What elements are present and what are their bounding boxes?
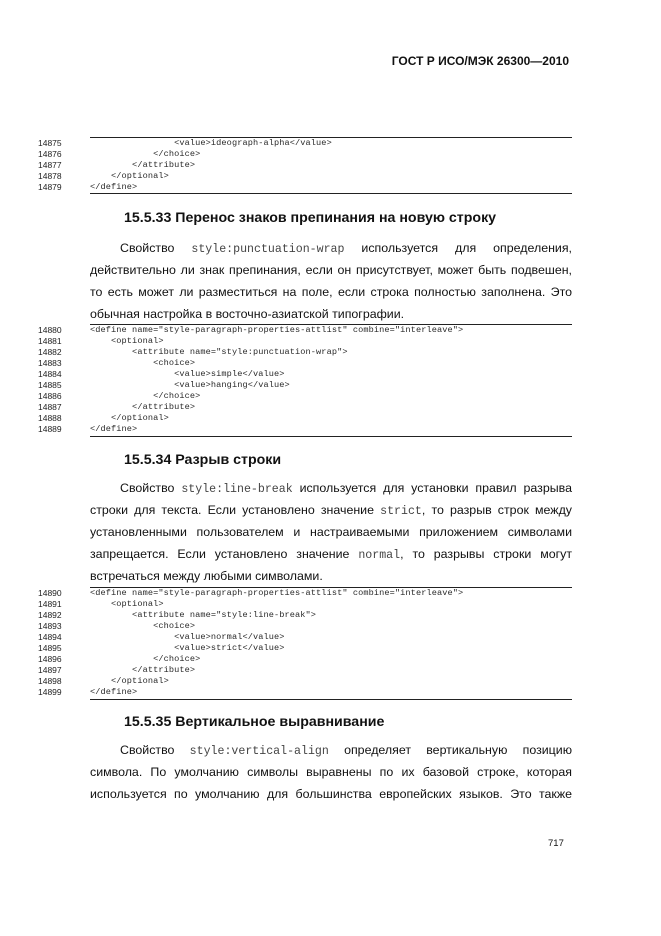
- code-text: <optional>: [90, 599, 164, 609]
- text-run: Свойство: [120, 481, 175, 495]
- text-run: Свойство: [120, 743, 175, 757]
- inline-code: strict: [380, 505, 422, 518]
- text-line: установленными пользователем и настраиваемыми приложением символами: [90, 525, 572, 539]
- code-line: [38, 654, 572, 665]
- code-line: [38, 621, 572, 632]
- line-number: 14881: [38, 336, 62, 346]
- text-run: , то разрывы строки могут: [400, 547, 572, 561]
- code-text: </optional>: [90, 676, 169, 686]
- code-text: </choice>: [90, 149, 201, 159]
- code-text: <value>normal</value>: [90, 632, 285, 642]
- line-number: 14898: [38, 676, 62, 686]
- line-number: 14885: [38, 380, 62, 390]
- text-run: определяет вертикальную позицию: [344, 743, 572, 757]
- line-number: 14877: [38, 160, 62, 170]
- line-number: 14887: [38, 402, 62, 412]
- code-text: </attribute>: [90, 665, 196, 675]
- code-text: <attribute name="style:line-break">: [90, 610, 317, 620]
- code-line: [38, 665, 572, 676]
- code-line: [38, 402, 572, 413]
- code-line: [38, 643, 572, 654]
- text-run: Свойство: [120, 241, 175, 255]
- code-line: [38, 599, 572, 610]
- text-line: действительно ли знак препинания, если он присутствует, может быть подвешен,: [90, 263, 572, 277]
- line-number: 14880: [38, 325, 62, 335]
- code-text: </attribute>: [90, 402, 196, 412]
- line-number: 14878: [38, 171, 62, 181]
- text-line: [90, 544, 572, 564]
- code-line: [38, 676, 572, 687]
- code-line: [38, 347, 572, 358]
- code-line: [38, 138, 572, 149]
- line-number: 14892: [38, 610, 62, 620]
- inline-code: style:line-break: [181, 483, 293, 496]
- line-number: 14891: [38, 599, 62, 609]
- line-number: 14897: [38, 665, 62, 675]
- code-line: [38, 358, 572, 369]
- text-line: то есть может ли разместиться на поле, если строка полностью заполнена. Это: [90, 285, 572, 299]
- inline-code: normal: [358, 549, 401, 562]
- line-number: 14899: [38, 687, 62, 697]
- line-number: 14882: [38, 347, 62, 357]
- section-heading-15-5-35: 15.5.35 Вертикальное выравнивание: [124, 714, 385, 730]
- code-text: <value>hanging</value>: [90, 380, 290, 390]
- code-text: </define>: [90, 424, 138, 434]
- code-block-bottom-rule: [90, 436, 572, 437]
- code-line: [38, 171, 572, 182]
- text-run: используется для установки правил разрыва: [299, 481, 572, 495]
- code-line: [38, 391, 572, 402]
- code-line: [38, 160, 572, 171]
- code-text: </choice>: [90, 654, 201, 664]
- code-line: [38, 610, 572, 621]
- section-heading-15-5-33: 15.5.33 Перенос знаков препинания на новую строку: [124, 210, 497, 226]
- code-text: <choice>: [90, 621, 196, 631]
- code-text: </optional>: [90, 171, 169, 181]
- text-line: [120, 238, 572, 258]
- inline-code: style:punctuation-wrap: [191, 243, 345, 256]
- code-text: <choice>: [90, 358, 196, 368]
- code-text: <value>simple</value>: [90, 369, 285, 379]
- code-text: <value>ideograph-alpha</value>: [90, 138, 332, 148]
- code-line: [38, 687, 572, 698]
- line-number: 14876: [38, 149, 62, 159]
- text-run: используется для определения,: [361, 241, 573, 255]
- text-run: , то разрыв строк между: [421, 503, 572, 517]
- code-block-bottom-rule: [90, 193, 572, 194]
- code-line: [38, 380, 572, 391]
- text-run: запрещается. Если установлено значение: [90, 547, 350, 561]
- line-number: 14883: [38, 358, 62, 368]
- line-number: 14893: [38, 621, 62, 631]
- text-line: обычная настройка в восточно-азиатской типографии.: [90, 307, 405, 321]
- code-block-1: [38, 137, 572, 193]
- page-number: 717: [548, 838, 564, 849]
- text-line: [90, 500, 572, 520]
- code-text: </attribute>: [90, 160, 196, 170]
- text-run: строки для текста. Если установлено значение: [90, 503, 374, 517]
- line-number: 14894: [38, 632, 62, 642]
- code-line: [38, 149, 572, 160]
- code-text: <value>strict</value>: [90, 643, 285, 653]
- line-number: 14886: [38, 391, 62, 401]
- line-number: 14888: [38, 413, 62, 423]
- running-header: ГОСТ Р ИСО/МЭК 26300—2010: [391, 54, 569, 68]
- code-text: <define name="style-paragraph-properties-attlist" combine="interleave">: [90, 325, 464, 335]
- code-text: <attribute name="style:punctuation-wrap">: [90, 347, 348, 357]
- code-text: <define name="style-paragraph-properties-attlist" combine="interleave">: [90, 588, 464, 598]
- line-number: 14884: [38, 369, 62, 379]
- text-line: [120, 478, 572, 498]
- inline-code: style:vertical-align: [189, 745, 329, 758]
- code-text: </define>: [90, 687, 138, 697]
- code-text: <optional>: [90, 336, 164, 346]
- text-line: используется по умолчанию для большинства европейских языков. Это также: [90, 787, 572, 801]
- code-line: [38, 369, 572, 380]
- code-text: </choice>: [90, 391, 201, 401]
- text-line: [120, 740, 572, 760]
- text-line: символа. По умолчанию символы выравнены по их базовой строке, которая: [90, 765, 572, 779]
- code-line: [38, 182, 572, 193]
- code-line: [38, 325, 572, 336]
- code-text: </optional>: [90, 413, 169, 423]
- code-line: [38, 336, 572, 347]
- line-number: 14890: [38, 588, 62, 598]
- line-number: 14895: [38, 643, 62, 653]
- code-block-2: [38, 324, 572, 436]
- code-text: </define>: [90, 182, 138, 192]
- line-number: 14889: [38, 424, 62, 434]
- code-block-bottom-rule: [90, 699, 572, 700]
- code-line: [38, 632, 572, 643]
- text-line: встречаться между любыми символами.: [90, 569, 323, 583]
- line-number: 14875: [38, 138, 62, 148]
- code-block-3: [38, 587, 572, 699]
- code-line: [38, 588, 572, 599]
- code-line: [38, 413, 572, 424]
- section-heading-15-5-34: 15.5.34 Разрыв строки: [124, 452, 282, 468]
- line-number: 14879: [38, 182, 62, 192]
- code-line: [38, 424, 572, 435]
- line-number: 14896: [38, 654, 62, 664]
